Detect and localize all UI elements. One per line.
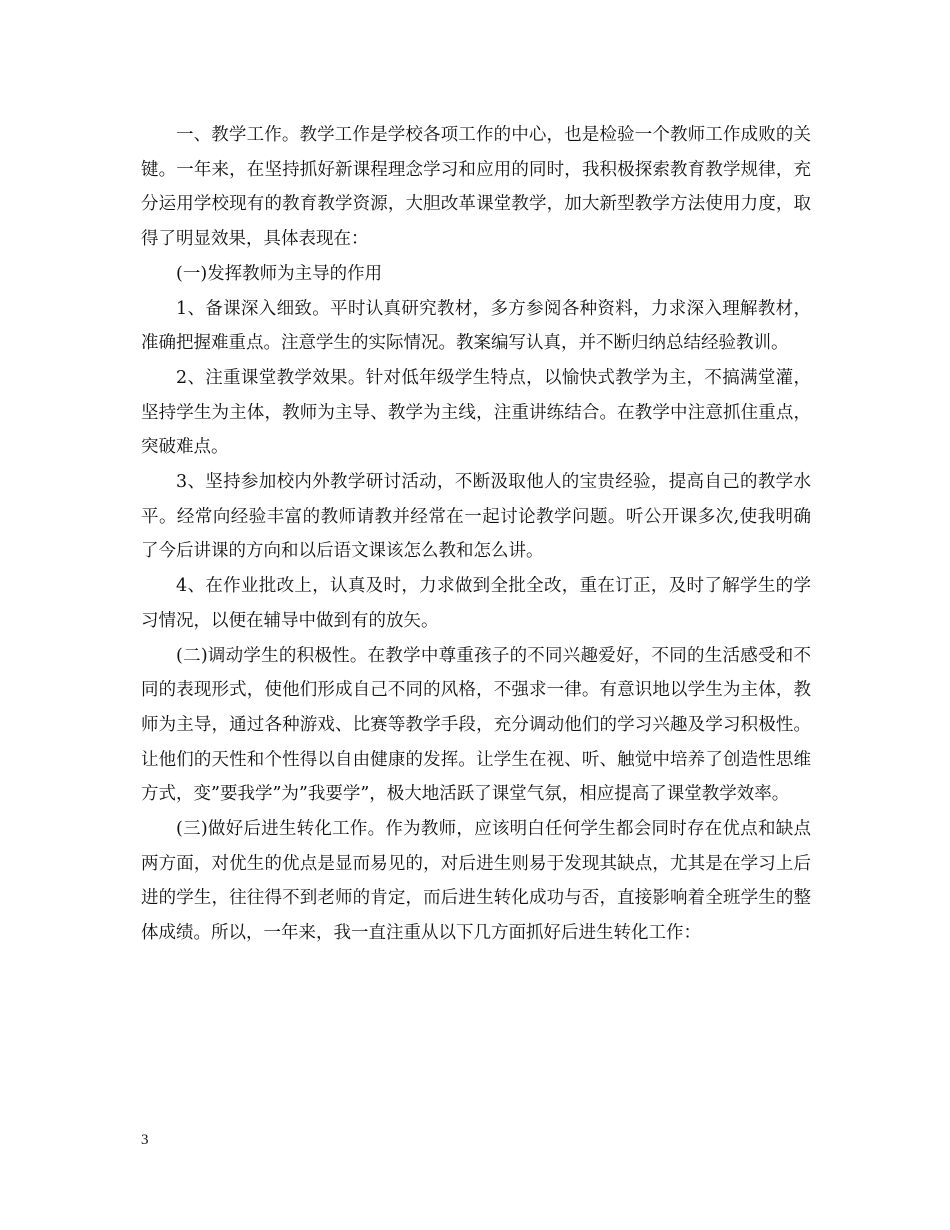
page-number: 3 xyxy=(141,1132,149,1148)
paragraph-heading-teacher-role: (一)发挥教师为主导的作用 xyxy=(176,263,383,284)
paragraph-teaching-work: 一、教学工作。教学工作是学校各项工作的中心，也是检验一个教师工作成败的关键。一年来，在坚持抓好新课程理念学习和应用的同时，我积极探索教育教学规律，充分运用学校现有的教育教学资源，大胆改革课堂教学，加大新型教学方法使用力度，取得了明显效果，具体表现在： xyxy=(141,125,811,250)
paragraph-classroom-effect: 2、注重课堂教学效果。针对低年级学生特点，以愉快式教学为主，不搞满堂灌，坚持学生为主体，教师为主导、教学为主线，注重讲练结合。在教学中注意抓住重点，突破难点。 xyxy=(141,367,811,458)
paragraph-struggling-students: (三)做好后进生转化工作。作为教师，应该明白任何学生都会同时存在优点和缺点两方面，对优生的优点是显而易见的，对后进生则易于发现其缺点，尤其是在学习上后进的学生，往往得不到老师的肯定，而后进生转化成功与否，直接影响着全班学生的整体成绩。所以，一年来，我一直注重从以下几方面抓好后进生转化工作： xyxy=(141,819,811,944)
paragraph-student-motivation: (二)调动学生的积极性。在教学中尊重孩子的不同兴趣爱好，不同的生活感受和不同的表现形式，使他们形成自己不同的风格，不强求一律。有意识地以学生为主体，教师为主导，通过各种游戏、比赛等教学手段，充分调动他们的学习兴趣及学习积极性。让他们的天性和个性得以自由健康的发挥。让学生在视、听、触觉中培养了创造性思维方式，变”要我学”为”我要学”，极大地活跃了课堂气氛，相应提高了课堂教学效率。 xyxy=(141,645,811,805)
paragraph-research-activities: 3、坚持参加校内外教学研讨活动，不断汲取他人的宝贵经验，提高自己的教学水平。经常向经验丰富的教师请教并经常在一起讨论教学问题。听公开课多次,使我明确了今后讲课的方向和以后语文课该怎么教和怎么讲。 xyxy=(141,472,811,562)
paragraph-homework-grading: 4、在作业批改上，认真及时，力求做到全批全改，重在订正，及时了解学生的学习情况，以便在辅导中做到有的放矢。 xyxy=(141,576,811,631)
document-body xyxy=(141,118,811,951)
paragraph-lesson-prep: 1、备课深入细致。平时认真研究教材，多方参阅各种资料，力求深入理解教材，准确把握难重点。注意学生的实际情况。教案编写认真，并不断归纳总结经验教训。 xyxy=(141,298,811,354)
